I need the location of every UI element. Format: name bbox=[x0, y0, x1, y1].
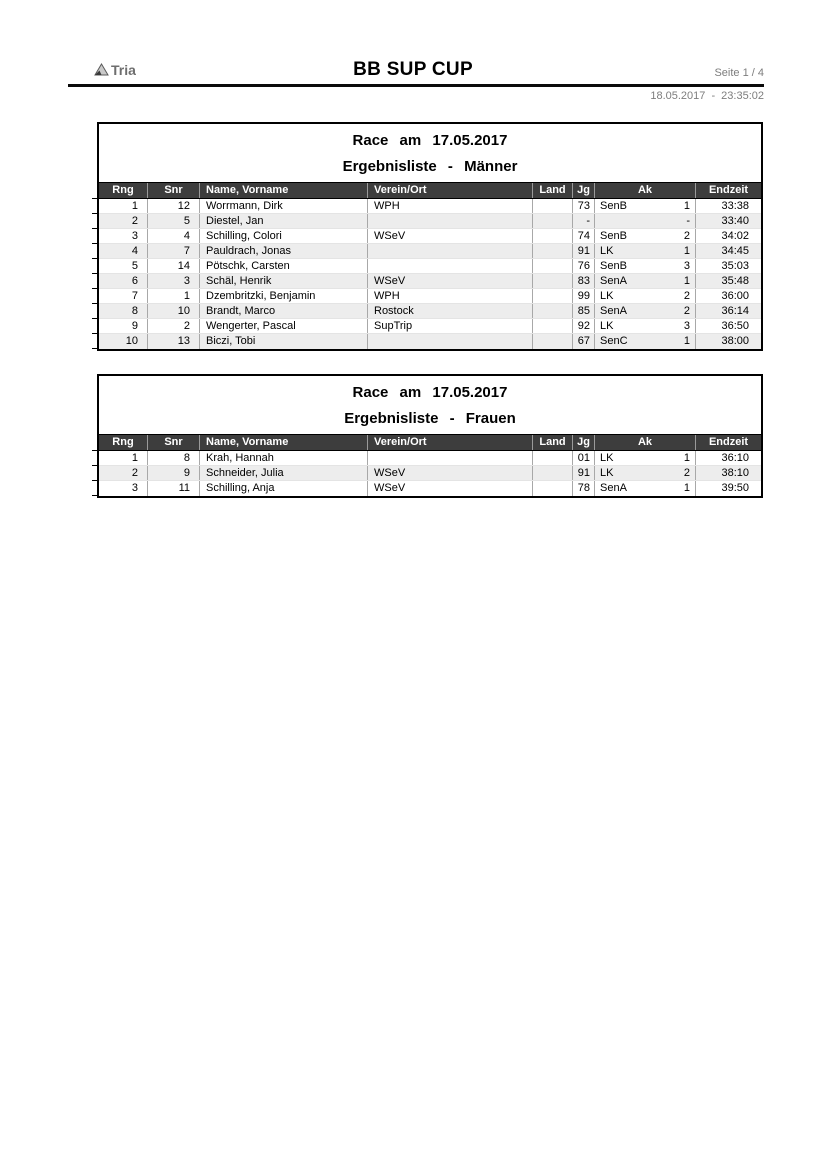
cell-ak bbox=[594, 214, 695, 228]
ak-rank: - bbox=[686, 215, 690, 227]
ak-rank: 1 bbox=[683, 482, 690, 494]
race-title: Race am 17.05.2017 bbox=[352, 132, 508, 149]
ak-class: LK bbox=[600, 245, 614, 257]
ak-class: LK bbox=[600, 467, 614, 479]
cell-snr: 12 bbox=[147, 199, 199, 213]
cell-name: Schneider, Julia bbox=[199, 466, 367, 480]
cell-name: Krah, Hannah bbox=[199, 451, 367, 465]
cell-endzeit: 36:14 bbox=[695, 304, 761, 318]
cell-snr: 8 bbox=[147, 451, 199, 465]
cell-snr: 7 bbox=[147, 244, 199, 258]
cell-land bbox=[532, 289, 572, 303]
table-row bbox=[99, 481, 761, 496]
cell-verein bbox=[367, 244, 532, 258]
cell-endzeit: 33:40 bbox=[695, 214, 761, 228]
ak-class: SenB bbox=[600, 260, 627, 272]
column-header-ak: Ak bbox=[594, 435, 695, 450]
cell-snr: 9 bbox=[147, 466, 199, 480]
ak-rank: 2 bbox=[683, 467, 690, 479]
cell-endzeit: 36:10 bbox=[695, 451, 761, 465]
cell-land bbox=[532, 274, 572, 288]
cell-endzeit: 34:02 bbox=[695, 229, 761, 243]
cell-endzeit: 35:03 bbox=[695, 259, 761, 273]
column-header-snr: Snr bbox=[147, 183, 199, 198]
column-header-endzeit: Endzeit bbox=[695, 183, 761, 198]
column-header-name: Name, Vorname bbox=[199, 183, 367, 198]
cell-jg: - bbox=[572, 214, 594, 228]
column-header-jg: Jg bbox=[572, 183, 594, 198]
ak-class: SenC bbox=[600, 335, 628, 347]
cell-name: Schilling, Anja bbox=[199, 481, 367, 496]
cell-endzeit: 36:50 bbox=[695, 319, 761, 333]
cell-ak bbox=[594, 274, 695, 288]
table-row bbox=[99, 304, 761, 319]
ak-rank: 1 bbox=[683, 335, 690, 347]
cell-land bbox=[532, 319, 572, 333]
table-row bbox=[99, 466, 761, 481]
table-row bbox=[99, 214, 761, 229]
table-row bbox=[99, 334, 761, 349]
cell-endzeit: 34:45 bbox=[695, 244, 761, 258]
column-header-ak: Ak bbox=[594, 183, 695, 198]
cell-jg: 92 bbox=[572, 319, 594, 333]
ak-rank: 2 bbox=[683, 290, 690, 302]
cell-snr: 14 bbox=[147, 259, 199, 273]
cell-ak bbox=[594, 199, 695, 213]
ak-class: SenA bbox=[600, 305, 627, 317]
table-row bbox=[99, 451, 761, 466]
cell-name: Wengerter, Pascal bbox=[199, 319, 367, 333]
table-body bbox=[99, 451, 761, 496]
race-title: Race am 17.05.2017 bbox=[352, 384, 508, 401]
cell-name: Diestel, Jan bbox=[199, 214, 367, 228]
table-row bbox=[99, 274, 761, 289]
ak-rank: 2 bbox=[683, 305, 690, 317]
cell-verein: WPH bbox=[367, 199, 532, 213]
result-list-subtitle: Ergebnisliste - Frauen bbox=[344, 410, 516, 427]
results-table-frauen bbox=[97, 374, 763, 498]
cell-jg: 99 bbox=[572, 289, 594, 303]
ak-rank: 3 bbox=[683, 320, 690, 332]
document-title: BB SUP CUP bbox=[353, 59, 473, 80]
cell-ak bbox=[594, 466, 695, 480]
cell-jg: 91 bbox=[572, 466, 594, 480]
cell-ak bbox=[594, 259, 695, 273]
cell-land bbox=[532, 481, 572, 496]
cell-verein: Rostock bbox=[367, 304, 532, 318]
cell-verein bbox=[367, 451, 532, 465]
cell-verein: WSeV bbox=[367, 274, 532, 288]
cell-endzeit: 38:00 bbox=[695, 334, 761, 349]
cell-verein: WSeV bbox=[367, 466, 532, 480]
cell-rng: 1 bbox=[131, 200, 138, 212]
cell-name: Biczi, Tobi bbox=[199, 334, 367, 349]
cell-verein bbox=[367, 214, 532, 228]
cell-land bbox=[532, 199, 572, 213]
cell-rng: 6 bbox=[131, 275, 138, 287]
ak-rank: 1 bbox=[683, 200, 690, 212]
cell-rng: 1 bbox=[131, 452, 138, 464]
column-header-jg: Jg bbox=[572, 435, 594, 450]
cell-rng: 8 bbox=[131, 305, 138, 317]
cell-jg: 83 bbox=[572, 274, 594, 288]
column-header-name: Name, Vorname bbox=[199, 435, 367, 450]
cell-endzeit: 38:10 bbox=[695, 466, 761, 480]
brand-name: Tria bbox=[111, 62, 136, 78]
column-header-snr: Snr bbox=[147, 435, 199, 450]
cell-snr: 2 bbox=[147, 319, 199, 333]
cell-land bbox=[532, 334, 572, 349]
ak-rank: 3 bbox=[683, 260, 690, 272]
cell-jg: 78 bbox=[572, 481, 594, 496]
cell-rng: 3 bbox=[131, 482, 138, 494]
cell-ak bbox=[594, 289, 695, 303]
cell-verein: SupTrip bbox=[367, 319, 532, 333]
column-header-rng: Rng bbox=[112, 436, 134, 448]
ak-class: SenA bbox=[600, 275, 627, 287]
cell-endzeit: 36:00 bbox=[695, 289, 761, 303]
cell-ak bbox=[594, 451, 695, 465]
cell-land bbox=[532, 229, 572, 243]
cell-snr: 4 bbox=[147, 229, 199, 243]
column-header-land: Land bbox=[532, 183, 572, 198]
column-header-verein: Verein/Ort bbox=[367, 183, 532, 198]
cell-rng: 4 bbox=[131, 245, 138, 257]
ak-class: LK bbox=[600, 290, 614, 302]
ak-class: LK bbox=[600, 320, 614, 332]
cell-land bbox=[532, 451, 572, 465]
cell-ak bbox=[594, 244, 695, 258]
cell-ak bbox=[594, 334, 695, 349]
cell-name: Brandt, Marco bbox=[199, 304, 367, 318]
cell-jg: 76 bbox=[572, 259, 594, 273]
cell-rng: 10 bbox=[125, 335, 138, 347]
print-datetime: 18.05.2017 - 23:35:02 bbox=[650, 90, 764, 102]
cell-ak bbox=[594, 304, 695, 318]
cell-ak bbox=[594, 481, 695, 496]
cell-snr: 13 bbox=[147, 334, 199, 349]
ak-rank: 1 bbox=[683, 452, 690, 464]
cell-rng: 3 bbox=[131, 230, 138, 242]
cell-snr: 10 bbox=[147, 304, 199, 318]
table-header-row bbox=[99, 182, 761, 199]
column-header-land: Land bbox=[532, 435, 572, 450]
result-list-subtitle: Ergebnisliste - Männer bbox=[342, 158, 518, 175]
cell-endzeit: 39:50 bbox=[695, 481, 761, 496]
cell-jg: 74 bbox=[572, 229, 594, 243]
table-row bbox=[99, 259, 761, 274]
results-table-maenner bbox=[97, 122, 763, 351]
cell-rng: 7 bbox=[131, 290, 138, 302]
ak-class: SenA bbox=[600, 482, 627, 494]
cell-name: Worrmann, Dirk bbox=[199, 199, 367, 213]
column-header-endzeit: Endzeit bbox=[695, 435, 761, 450]
ak-rank: 1 bbox=[683, 275, 690, 287]
cell-verein bbox=[367, 259, 532, 273]
cell-verein: WSeV bbox=[367, 229, 532, 243]
cell-jg: 73 bbox=[572, 199, 594, 213]
cell-rng: 9 bbox=[131, 320, 138, 332]
cell-jg: 85 bbox=[572, 304, 594, 318]
cell-verein: WSeV bbox=[367, 481, 532, 496]
cell-snr: 1 bbox=[147, 289, 199, 303]
cell-land bbox=[532, 466, 572, 480]
cell-snr: 5 bbox=[147, 214, 199, 228]
cell-snr: 3 bbox=[147, 274, 199, 288]
cell-jg: 01 bbox=[572, 451, 594, 465]
table-row bbox=[99, 289, 761, 304]
cell-endzeit: 35:48 bbox=[695, 274, 761, 288]
ak-class: LK bbox=[600, 452, 614, 464]
table-body bbox=[99, 199, 761, 349]
cell-name: Pötschk, Carsten bbox=[199, 259, 367, 273]
cell-rng: 2 bbox=[131, 467, 138, 479]
cell-verein: WPH bbox=[367, 289, 532, 303]
cell-name: Dzembritzki, Benjamin bbox=[199, 289, 367, 303]
cell-name: Pauldrach, Jonas bbox=[199, 244, 367, 258]
cell-jg: 67 bbox=[572, 334, 594, 349]
cell-rng: 5 bbox=[131, 260, 138, 272]
header-rule bbox=[68, 84, 764, 87]
cell-ak bbox=[594, 229, 695, 243]
table-header-row bbox=[99, 434, 761, 451]
cell-ak bbox=[594, 319, 695, 333]
page-number: Seite 1 / 4 bbox=[714, 67, 764, 79]
cell-name: Schilling, Colori bbox=[199, 229, 367, 243]
cell-name: Schäl, Henrik bbox=[199, 274, 367, 288]
table-row bbox=[99, 319, 761, 334]
cell-snr: 11 bbox=[147, 481, 199, 496]
cell-jg: 91 bbox=[572, 244, 594, 258]
column-header-rng: Rng bbox=[112, 184, 134, 196]
ak-class: SenB bbox=[600, 200, 627, 212]
table-row bbox=[99, 229, 761, 244]
cell-land bbox=[532, 244, 572, 258]
ak-class: SenB bbox=[600, 230, 627, 242]
ak-rank: 1 bbox=[683, 245, 690, 257]
cell-verein bbox=[367, 334, 532, 349]
table-row bbox=[99, 199, 761, 214]
column-header-verein: Verein/Ort bbox=[367, 435, 532, 450]
cell-rng: 2 bbox=[131, 215, 138, 227]
cell-endzeit: 33:38 bbox=[695, 199, 761, 213]
table-row bbox=[99, 244, 761, 259]
ak-rank: 2 bbox=[683, 230, 690, 242]
cell-land bbox=[532, 214, 572, 228]
cell-land bbox=[532, 259, 572, 273]
cell-land bbox=[532, 304, 572, 318]
